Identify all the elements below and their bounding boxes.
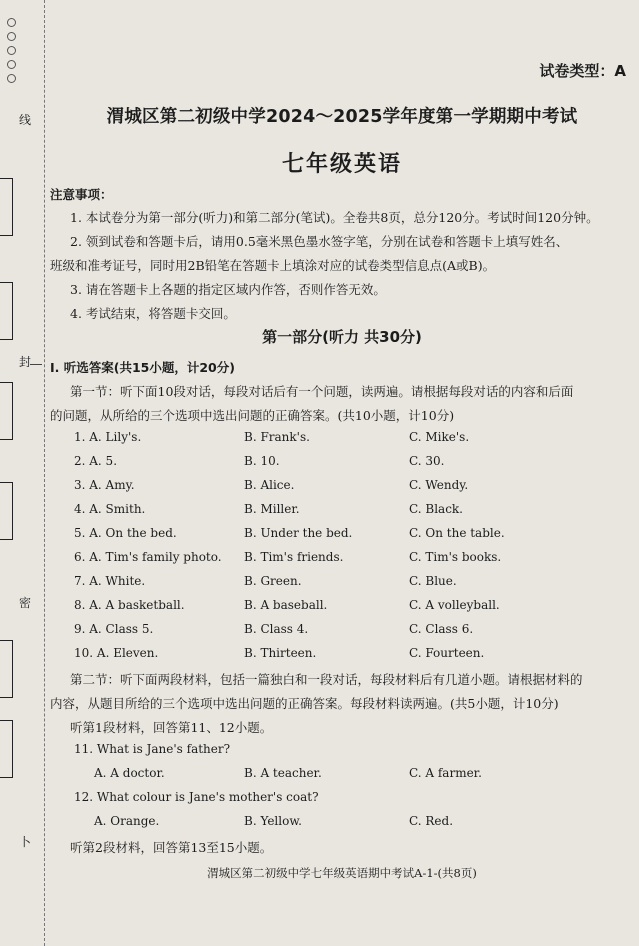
option-b: B. Tim's friends. (244, 550, 344, 564)
option-c: C. A farmer. (409, 766, 482, 780)
option-c: C. Wendy. (409, 478, 469, 492)
binding-hole (7, 46, 16, 55)
option-a: 3. A. Amy. (74, 478, 135, 492)
notice-line-2-cont: 班级和准考证号，同时用2B铅笔在答题卡上填涂对应的试卷类型信息点(A或B)。 (50, 258, 496, 273)
subject-title: 七年级英语 (281, 152, 402, 177)
option-a: A. A doctor. (94, 766, 165, 780)
exam-page (50, 0, 634, 946)
question-row (74, 502, 614, 520)
binding-hole (7, 32, 16, 41)
section1-intro-1: 第一节：听下面10段对话，每段对话后有一个问题，读两遍。请根据每段对话的内容和后面 (70, 384, 574, 399)
option-c: C. Fourteen. (409, 646, 485, 660)
binding-hole (7, 60, 16, 69)
option-c: C. A volleyball. (409, 598, 500, 612)
option-c: C. Tim's books. (409, 550, 502, 564)
option-b: B. Under the bed. (244, 526, 353, 540)
option-b: B. Alice. (244, 478, 295, 492)
option-b: B. A baseball. (244, 598, 328, 612)
exam-title: 渭城区第二初级中学2024～2025学年度第一学期期中考试 (106, 107, 578, 127)
section1-intro-2: 的问题，从所给的三个选项中选出问题的正确答案。(共10小题，计10分) (50, 408, 455, 423)
notice-line-1: 1. 本试卷分为第一部分(听力)和第二部分(笔试)。全卷共8页，总分120分。考试时间120分钟。 (70, 210, 599, 225)
material1-note: 听第1段材料，回答第11、12小题。 (70, 720, 273, 735)
binding-field-box (0, 720, 13, 778)
binding-hole (7, 18, 16, 27)
binding-char-seal: 封 (19, 355, 32, 369)
question-stem: 12. What colour is Jane's mother's coat? (74, 790, 319, 804)
section2-intro-1: 第二节：听下面两段材料，包括一篇独白和一段对话，每段材料后有几道小题。请根据材料的 (70, 672, 583, 687)
question-row (94, 766, 634, 784)
option-a: 9. A. Class 5. (74, 622, 154, 636)
option-a: A. Orange. (94, 814, 160, 828)
option-a: 8. A. A basketball. (74, 598, 185, 612)
binding-field-box (0, 178, 13, 236)
question-row (74, 622, 614, 640)
option-a: 4. A. Smith. (74, 502, 146, 516)
question-stem: 11. What is Jane's father? (74, 742, 231, 756)
question-row (74, 430, 614, 448)
option-b: B. Green. (244, 574, 302, 588)
option-c: C. Red. (409, 814, 454, 828)
paper-type-label: 试卷类型：A (539, 62, 626, 80)
option-a: 1. A. Lily's. (74, 430, 142, 444)
option-c: C. 30. (409, 454, 445, 468)
option-b: B. Miller. (244, 502, 300, 516)
option-c: C. Mike's. (409, 430, 470, 444)
option-b: B. Frank's. (244, 430, 310, 444)
notice-line-4: 4. 考试结束，将答题卡交回。 (70, 306, 236, 321)
question-row (74, 478, 614, 496)
notice-heading: 注意事项： (50, 187, 113, 202)
question-row (94, 814, 634, 832)
question-row (74, 646, 614, 664)
option-b: B. Thirteen. (244, 646, 317, 660)
option-b: B. Class 4. (244, 622, 309, 636)
option-c: C. Black. (409, 502, 463, 516)
binding-char-line: 线 (19, 113, 32, 127)
section2-intro-2: 内容，从题目所给的三个选项中选出问题的正确答案。每段材料读两遍。(共5小题，计10分) (50, 696, 559, 711)
binding-field-box (0, 482, 13, 540)
section-heading: Ⅰ. 听选答案(共15小题，计20分) (50, 360, 235, 375)
notice-line-3: 3. 请在答题卡上各题的指定区域内作答，否则作答无效。 (70, 282, 386, 297)
binding-tick (30, 364, 42, 365)
option-b: B. 10. (244, 454, 280, 468)
binding-margin (0, 0, 45, 946)
option-a: 6. A. Tim's family photo. (74, 550, 222, 564)
binding-field-box (0, 640, 13, 698)
question-row (74, 454, 614, 472)
binding-field-box (0, 382, 13, 440)
question-row (74, 526, 614, 544)
option-c: C. Class 6. (409, 622, 474, 636)
part-one-title: 第一部分(听力 共30分) (262, 328, 422, 346)
binding-hole (7, 74, 16, 83)
option-c: C. On the table. (409, 526, 505, 540)
question-row (74, 550, 614, 568)
option-a: 7. A. White. (74, 574, 146, 588)
option-a: 10. A. Eleven. (74, 646, 159, 660)
material2-note: 听第2段材料，回答第13至15小题。 (70, 840, 273, 855)
notice-line-2: 2. 领到试卷和答题卡后，请用0.5毫米黑色墨水签字笔，分别在试卷和答题卡上填写姓名、 (70, 234, 569, 249)
binding-char-bottom: 卜 (19, 835, 32, 849)
option-c: C. Blue. (409, 574, 457, 588)
binding-char-secret: 密 (19, 596, 32, 610)
option-b: B. Yellow. (244, 814, 302, 828)
option-b: B. A teacher. (244, 766, 322, 780)
option-a: 2. A. 5. (74, 454, 118, 468)
binding-field-box (0, 282, 13, 340)
question-row (74, 598, 614, 616)
page-footer: 渭城区第二初级中学七年级英语期中考试A-1-(共8页) (207, 866, 477, 880)
option-a: 5. A. On the bed. (74, 526, 177, 540)
question-row (74, 574, 614, 592)
